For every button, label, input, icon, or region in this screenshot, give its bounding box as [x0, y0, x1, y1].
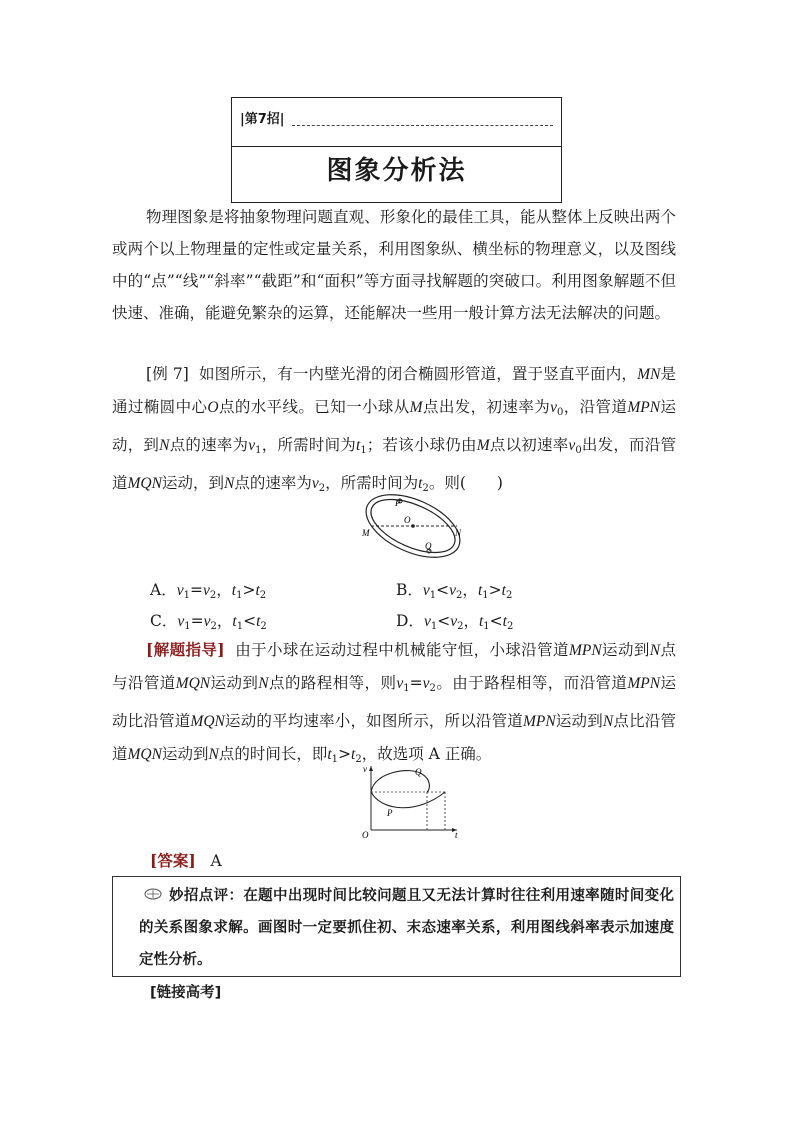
origin-label: O: [362, 830, 369, 838]
subscript: 1: [184, 621, 191, 632]
guide-text: 。由于路程相等，而沿管道: [435, 674, 628, 692]
subscript: 1: [430, 621, 438, 632]
var-v: v: [311, 475, 319, 492]
subscript: 1: [183, 590, 190, 601]
var-t: t: [502, 613, 507, 630]
var-t: t: [478, 613, 484, 630]
subscript: 2: [318, 483, 326, 494]
option-a[interactable]: [150, 578, 266, 601]
var-t: t: [418, 475, 423, 492]
var-v: v: [550, 399, 557, 416]
example-text: 点的速率为: [169, 436, 249, 454]
axis-label-t: t: [455, 830, 458, 838]
option-letter: D．: [396, 612, 424, 630]
example-text: ；若该小球仍由: [366, 436, 477, 454]
var-t: t: [232, 613, 237, 630]
example-text: 点的速率为: [234, 474, 312, 492]
var-mqn: MQN: [175, 675, 211, 692]
link-label: [链接高考]: [150, 985, 222, 1001]
example-text: 如图所示，有一内壁光滑的闭合椭圆形管道，置于竖直平面内，: [198, 365, 638, 383]
example-text: ，所需时间为: [261, 436, 357, 454]
var-mpn: MPN: [627, 675, 661, 692]
option-d[interactable]: [396, 609, 513, 632]
subscript: 0: [557, 407, 564, 418]
guide-label: [解题指导]: [146, 640, 225, 659]
guide-text: ，故选项 A 正确。: [361, 745, 492, 763]
example-paragraph: [112, 358, 676, 505]
subscript: 1: [331, 754, 339, 765]
guide-paragraph: [112, 634, 676, 776]
var-mpn: MPN: [522, 713, 556, 730]
guide-text: 运动到: [555, 712, 603, 730]
var-v: v: [449, 582, 457, 599]
relation: <: [489, 612, 503, 630]
option-letter: A．: [150, 581, 177, 599]
guide-text: 运动比沿管道: [112, 674, 676, 730]
var-o: O: [207, 399, 219, 416]
answer-line: [150, 845, 450, 877]
var-m: M: [476, 437, 490, 454]
var-mqn: MQN: [127, 746, 162, 763]
subscript: 2: [505, 590, 513, 601]
subscript: 1: [236, 590, 243, 601]
relation: >: [338, 745, 352, 763]
subscript: 2: [260, 621, 267, 632]
axis-label-v: v: [363, 764, 367, 774]
relation: <: [436, 581, 450, 599]
label-n: N: [455, 528, 462, 538]
var-t: t: [231, 582, 237, 599]
example-text: 。则( ): [428, 474, 503, 492]
subscript: 2: [457, 621, 464, 632]
guide-text: 运动到: [601, 641, 650, 659]
curve-label-q: Q: [415, 767, 422, 777]
label-o: O: [404, 515, 411, 525]
subscript: 2: [355, 754, 362, 765]
answer-value: A: [210, 852, 222, 870]
label-m: M: [362, 528, 370, 538]
var-v: v: [248, 437, 256, 454]
var-n: N: [208, 746, 219, 763]
subscript: 1: [236, 621, 244, 632]
dashed-rule: [292, 125, 553, 126]
guide-text: 点的路程相等，则: [268, 674, 397, 692]
var-v: v: [177, 613, 185, 630]
subscript: 1: [482, 590, 489, 601]
example-text: ，所需时间为: [325, 474, 419, 492]
subscript: 2: [422, 483, 429, 494]
subscript: 1: [360, 445, 367, 456]
option-b[interactable]: [396, 578, 512, 601]
var-v: v: [450, 613, 458, 630]
v-axis-arrow: [369, 766, 373, 771]
var-v: v: [396, 675, 404, 692]
option-letter: B．: [396, 581, 423, 599]
subscript: 2: [259, 590, 267, 601]
tip-box: [112, 876, 681, 977]
subscript: 2: [456, 590, 463, 601]
example-text: 点的水平线。已知一小球从: [218, 398, 410, 416]
guide-text: 点比沿管道: [112, 712, 676, 763]
comma: ，: [216, 612, 233, 630]
relation: <: [437, 612, 451, 630]
example-text: 运动，到: [161, 474, 224, 492]
answer-label: [答案]: [150, 851, 196, 870]
example-text: 出发，而沿管道: [112, 436, 676, 492]
guide-text: 点与沿管道: [112, 641, 676, 692]
var-v: v: [568, 437, 576, 454]
example-text: ，沿管道: [563, 398, 628, 416]
var-mqn: MQN: [127, 475, 162, 492]
var-n: N: [223, 475, 235, 492]
tip-text: 妙招点评：在题中出现时间比较问题且又无法计算时往往利用速率随时间变化的关系图象求解。画图时一定要抓住初、末态速率关系，利用图线斜率表示加速度定性分析。: [139, 888, 674, 968]
var-v: v: [202, 582, 210, 599]
example-text: 点以初速率: [489, 436, 569, 454]
var-n: N: [602, 713, 614, 730]
var-mn: MN: [637, 366, 661, 383]
subscript: 1: [255, 445, 262, 456]
guide-text: 运动到: [161, 745, 209, 763]
var-t: t: [327, 746, 332, 763]
example-text: 运动，到: [112, 398, 676, 454]
relation: =: [190, 612, 204, 630]
guide-text: 点的时间长，即: [218, 745, 328, 763]
subscript: 2: [210, 621, 217, 632]
var-t: t: [255, 582, 260, 599]
var-t: t: [351, 746, 356, 763]
option-letter: C．: [150, 612, 178, 630]
relation: >: [242, 581, 256, 599]
subscript: 1: [483, 621, 490, 632]
example-text: 是通过椭圆中心: [112, 365, 676, 416]
relation: =: [409, 674, 423, 692]
section-title: 图象分析法: [326, 156, 467, 186]
var-v: v: [423, 613, 431, 630]
curve-p: [371, 792, 445, 808]
label-p: P: [395, 498, 401, 508]
subscript: 1: [429, 590, 437, 601]
ellipse-tube-figure: [358, 486, 468, 566]
label-q: Q: [425, 541, 432, 551]
example-label: [例 7]: [146, 365, 189, 383]
example-text: 点出发，初速率为: [422, 398, 551, 416]
relation: <: [243, 612, 257, 630]
relation: =: [189, 581, 203, 599]
guide-text: 运动到: [210, 674, 259, 692]
section-header-box: [231, 97, 562, 203]
vt-graph-figure: [360, 762, 465, 838]
subscript: 1: [403, 683, 410, 694]
subscript: 0: [575, 445, 582, 456]
var-t: t: [477, 582, 483, 599]
var-n: N: [159, 437, 170, 454]
comma: ，: [463, 612, 479, 630]
guide-text: 由于小球在运动过程中机械能守恒，小球沿管道: [235, 641, 569, 659]
var-n: N: [258, 675, 269, 692]
relation: >: [488, 581, 502, 599]
var-t: t: [256, 613, 261, 630]
guide-text: 运动的平均速率小，如图所示，所以沿管道: [224, 712, 523, 730]
var-mpn: MPN: [568, 642, 602, 659]
var-m: M: [409, 399, 423, 416]
option-c[interactable]: [150, 609, 267, 632]
subscript: 2: [429, 683, 436, 694]
comma: ，: [462, 581, 478, 599]
var-v: v: [176, 582, 184, 599]
var-n: N: [649, 642, 661, 659]
var-v: v: [422, 675, 430, 692]
var-t: t: [356, 437, 361, 454]
subscript: 2: [506, 621, 514, 632]
curve-label-p: P: [387, 808, 393, 818]
section-tag: |第7招|: [240, 112, 285, 127]
var-mpn: MPN: [627, 399, 661, 416]
var-mqn: MQN: [190, 713, 225, 730]
center-point: [411, 524, 415, 528]
section-header-top: [232, 98, 561, 147]
intro-paragraph: 物理图象是将抽象物理问题直观、形象化的最佳工具，能从整体上反映出两个或两个以上物理量的定性或定量关系，利用图象纵、横坐标的物理意义，以及图线中的“点”“线”“斜率”“截距”和“面积”等方面寻找解题的突破口。利用图象解题不但快速、准确，能避免繁杂的运算，还能解决一些用一般计算方法无法解决的问题。: [112, 208, 676, 322]
var-v: v: [422, 582, 430, 599]
var-t: t: [501, 582, 506, 599]
subscript: 2: [209, 590, 217, 601]
var-v: v: [203, 613, 211, 630]
comma: ，: [216, 581, 232, 599]
